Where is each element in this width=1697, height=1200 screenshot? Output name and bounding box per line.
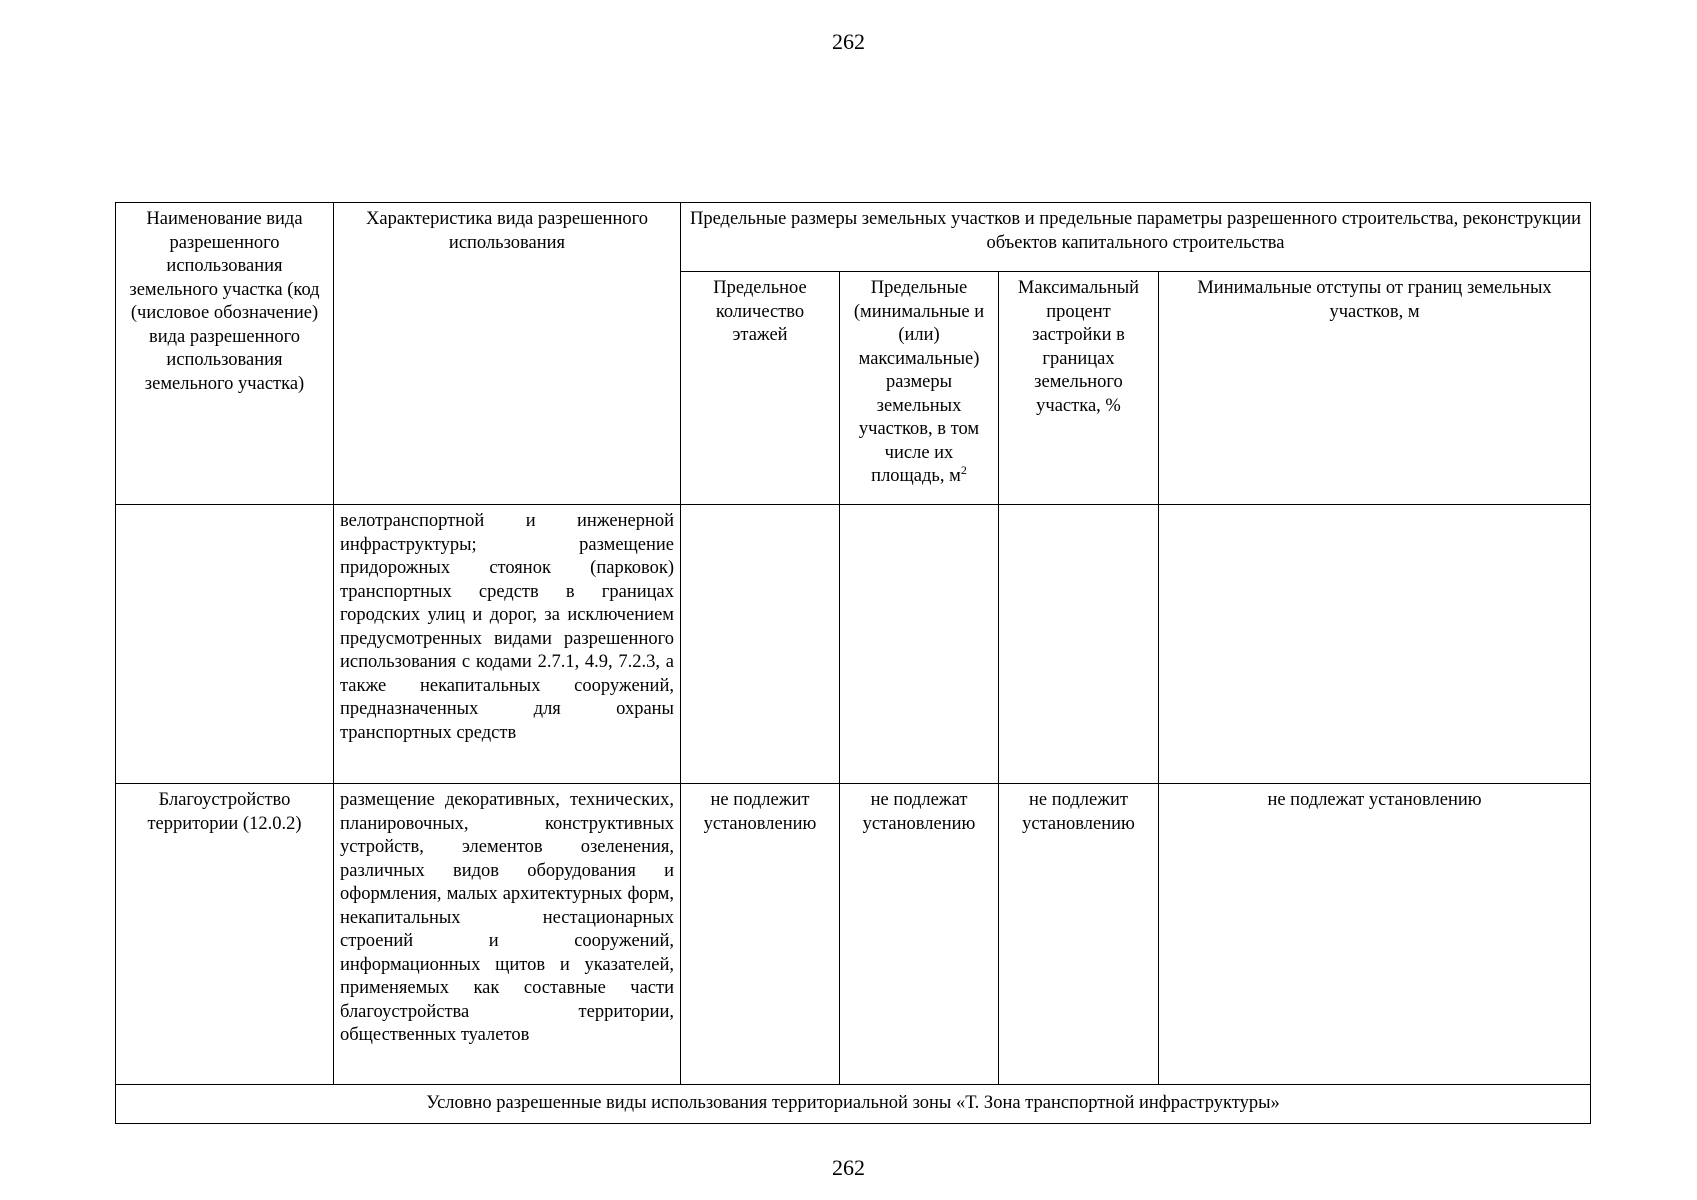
row-name (116, 505, 334, 784)
header-row-1 (116, 203, 1591, 272)
row-plot-sizes (840, 505, 999, 784)
land-use-table (115, 202, 1591, 1124)
header-max-build-percent: Максимальный процент застройки в границах земельного участка, % (999, 272, 1159, 505)
row-min-setbacks: не подлежат установлению (1159, 784, 1591, 1085)
row-floors (681, 505, 840, 784)
row-max-build-percent (999, 505, 1159, 784)
header-name: Наименование вида разрешенного использования земельного участка (код (числовое обозначение) вида разрешенного использования земельного участка) (116, 203, 334, 505)
row-floors: не подлежит установлению (681, 784, 840, 1085)
row-name: Благоустройство территории (12.0.2) (116, 784, 334, 1085)
header-plot-sizes-text: Предельные (минимальные и (или) максимальные) размеры земельных участков, в том числе их площадь, м (853, 278, 985, 486)
page-number-bottom: 262 (832, 1155, 865, 1180)
header-min-setbacks: Минимальные отступы от границ земельных участков, м (1159, 272, 1591, 505)
row-characteristic: размещение декоративных, технических, планировочных, конструктивных устройств, элементов озеленения, различных видов оборудования и оформления, малых архитектурных форм, некапитальных нестационарных строений и сооружений, информационных щитов и указателей, применяемых как составные части благоустройства территории, общественных туалетов (334, 784, 681, 1085)
header-plot-sizes-sup: 2 (960, 462, 967, 477)
section-footer-row (116, 1085, 1591, 1124)
header-limits-group: Предельные размеры земельных участков и предельные параметры разрешенного строительства, реконструкции объектов капитального строительства (681, 203, 1591, 272)
page-number-top: 262 (832, 29, 865, 54)
header-plot-sizes (840, 272, 999, 505)
row-min-setbacks (1159, 505, 1591, 784)
conditional-uses-heading: Условно разрешенные виды использования территориальной зоны «Т. Зона транспортной инфраструктуры» (116, 1085, 1591, 1124)
row-max-build-percent: не подлежит установлению (999, 784, 1159, 1085)
header-floors: Предельное количество этажей (681, 272, 840, 505)
table-row (116, 784, 1591, 1085)
header-characteristic: Характеристика вида разрешенного использования (334, 203, 681, 505)
row-characteristic: велотранспортной и инженерной инфраструктуры; размещение придорожных стоянок (парковок) транспортных средств в границах городских улиц и дорог, за исключением предусмотренных видами разрешенного использования с кодами 2.7.1, 4.9, 7.2.3, а также некапитальных сооружений, предназначенных для охраны транспортных средств (334, 505, 681, 784)
row-plot-sizes: не подлежат установлению (840, 784, 999, 1085)
table-row (116, 505, 1591, 784)
